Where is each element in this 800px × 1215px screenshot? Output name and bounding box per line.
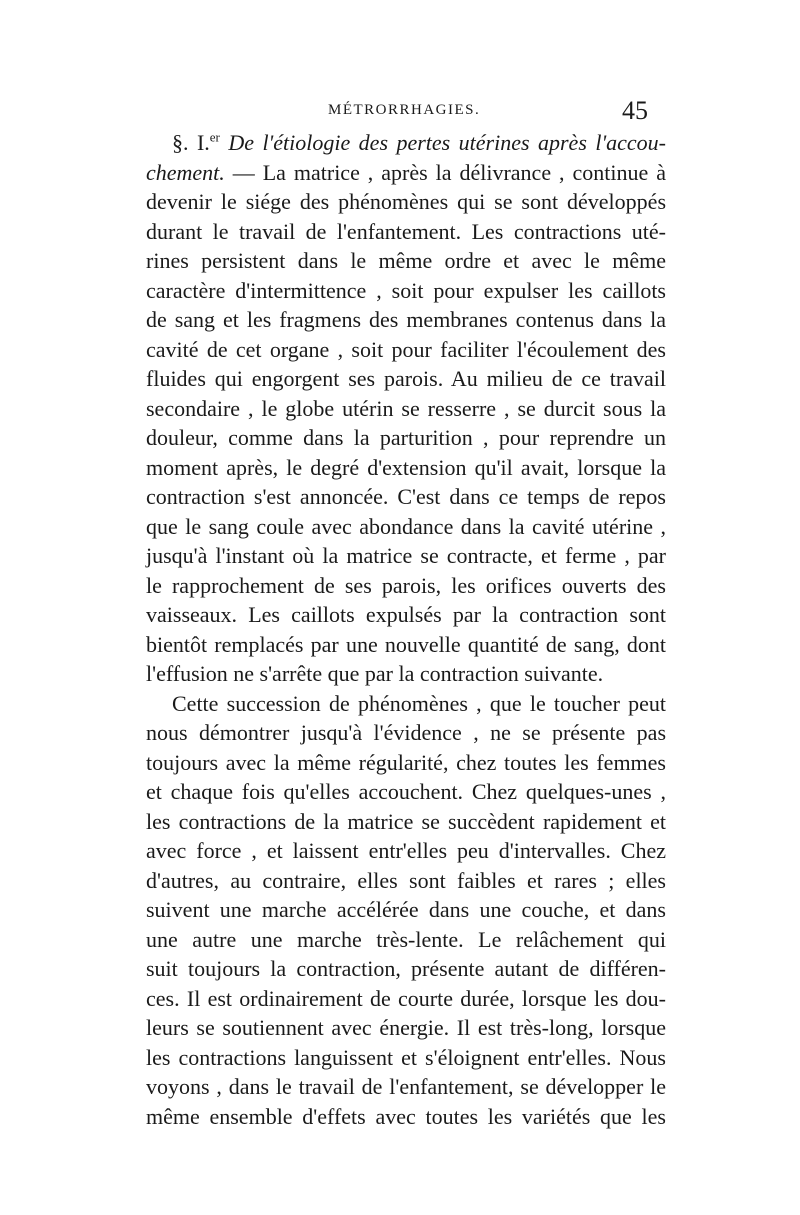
section-ordinal-superscript: er [209, 129, 220, 145]
paragraph-line: secondaire , le globe utérin se resserre , se durcit sous la [146, 395, 666, 421]
paragraph-line: le rapprochement de ses parois, les orifices ouverts des [146, 572, 666, 598]
paragraph-line: rines persistent dans le même ordre et avec le même [146, 248, 666, 273]
running-title: MÉTRORRHAGIES. [328, 102, 481, 118]
paragraph-line: jusqu'à l'instant où la matrice se contracte, et ferme , par [146, 543, 666, 568]
paragraph-line: d'autres, au contraire, elles sont faibles et rares ; elles [146, 867, 666, 893]
paragraph-line: de sang et les fragmens des membranes contenus dans la [146, 307, 666, 332]
paragraph-line: suivent une marche accélérée dans une couche, et dans [146, 897, 666, 922]
section-heading-line-1 [146, 128, 666, 158]
paragraph-line: l'effusion ne s'arrête que par la contraction suivante. [146, 661, 604, 686]
paragraph-line: les contractions de la matrice se succèdent rapidement et [146, 808, 666, 834]
paragraph-2 [146, 689, 666, 1132]
paragraph-line: caractère d'intermittence , soit pour expulser les caillots [146, 277, 666, 303]
paragraph-line: même ensemble d'effets avec toutes les variétés que les [146, 1103, 666, 1129]
paragraph-line: durant le travail de l'enfantement. Les contractions uté- [146, 218, 666, 244]
running-head [0, 96, 800, 126]
paragraph-line: leurs se soutiennent avec énergie. Il est très-long, lorsque [146, 1015, 666, 1040]
paragraph-line: toujours avec la même régularité, chez toutes les femmes [146, 749, 666, 775]
section-title-part-2: chement. [146, 159, 225, 185]
paragraph-line: vaisseaux. Les caillots expulsés par la contraction sont [146, 602, 666, 627]
paragraph-line: avec force , et laissent entr'elles peu d'intervalles. Chez [146, 838, 666, 863]
paragraph-line: fluides qui engorgent ses parois. Au milieu de ce travail [146, 366, 666, 391]
paragraph-line: douleur, comme dans la parturition , pour reprendre un [146, 425, 666, 450]
paragraph-line: contraction s'est annoncée. C'est dans ce temps de repos [146, 484, 666, 509]
page-number: 45 [622, 96, 648, 125]
paragraph-line: Cette succession de phénomènes , que le toucher peut [172, 690, 666, 716]
paragraph-line: les contractions languissent et s'éloignent entr'elles. Nous [146, 1044, 666, 1070]
paragraph-line: cavité de cet organe , soit pour faciliter l'écoulement des [146, 336, 666, 362]
body-text [146, 128, 666, 1131]
section-heading-line-2 [146, 158, 666, 188]
paragraph-line: et chaque fois qu'elles accouchent. Chez quelques-unes , [146, 779, 666, 804]
paragraph-line: moment après, le degré d'extension qu'il avait, lorsque la [146, 454, 666, 480]
section-title-part-1: De l'étiologie des pertes utérines après l'accou- [219, 130, 666, 155]
section-first-sentence: — La matrice , après la délivrance , continue à [224, 159, 666, 185]
paragraph-1 [146, 187, 666, 689]
section-symbol: §. I. [172, 130, 210, 155]
paragraph-line: devenir le siége des phénomènes qui se sont développés [146, 189, 666, 214]
paragraph-line: ces. Il est ordinairement de courte durée, lorsque les dou- [146, 985, 666, 1011]
paragraph-line: voyons , dans le travail de l'enfantement, se développer le [146, 1074, 666, 1099]
paragraph-line: une autre une marche très-lente. Le relâchement qui [146, 926, 666, 952]
paragraph-line: nous démontrer jusqu'à l'évidence , ne se présente pas [146, 720, 666, 745]
paragraph-line: suit toujours la contraction, présente autant de différen- [146, 956, 666, 981]
paragraph-line: que le sang coule avec abondance dans la cavité utérine , [146, 513, 666, 539]
paragraph-line: bientôt remplacés par une nouvelle quantité de sang, dont [146, 631, 666, 657]
